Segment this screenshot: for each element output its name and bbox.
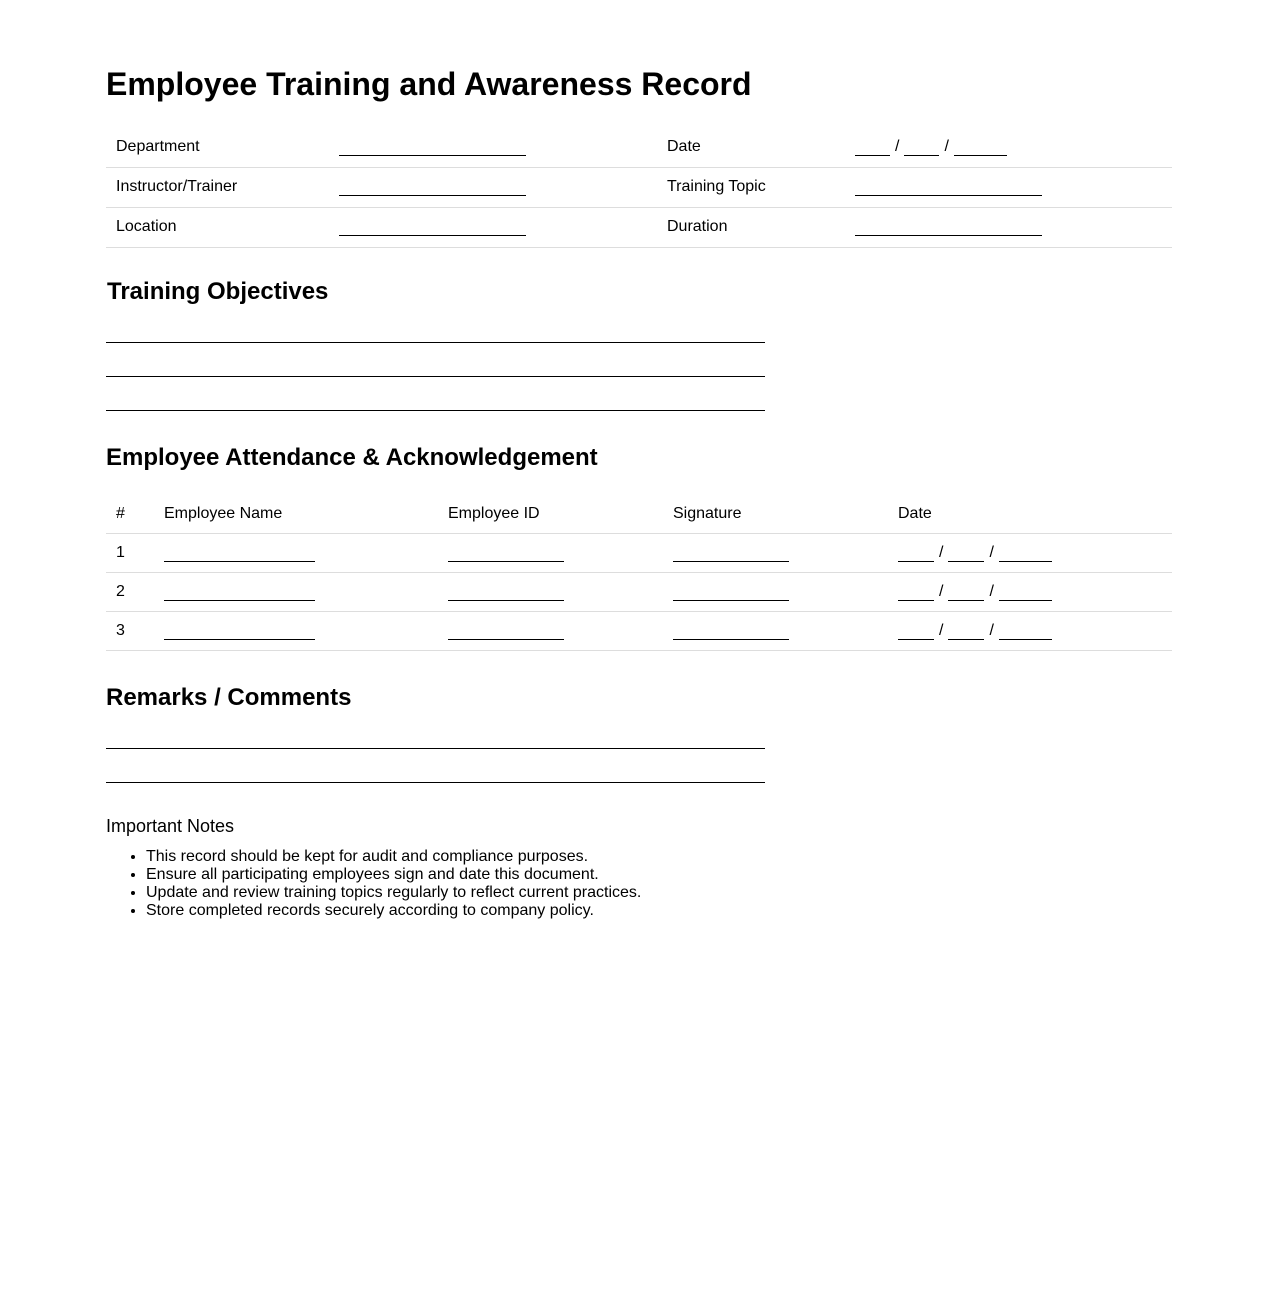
list-item: • Update and review training topics regularly to reflect current practices. <box>146 884 641 902</box>
signature-field[interactable] <box>673 544 789 562</box>
column-header-date: Date <box>898 505 932 522</box>
employee-id-field[interactable] <box>448 544 564 562</box>
duration-field[interactable] <box>855 218 1042 236</box>
column-header-employee-name: Employee Name <box>164 505 283 522</box>
info-row <box>106 208 1172 248</box>
objective-line[interactable] <box>106 410 765 411</box>
date-separator: / <box>989 622 994 639</box>
date-separator: / <box>939 622 944 639</box>
date-day-blank[interactable] <box>898 622 934 640</box>
remarks-heading: Remarks / Comments <box>106 684 352 711</box>
remark-line[interactable] <box>106 782 765 783</box>
employee-name-field[interactable] <box>164 583 315 601</box>
date-month-blank[interactable] <box>948 583 984 601</box>
attendance-heading: Employee Attendance & Acknowledgement <box>106 444 598 471</box>
date-day-blank[interactable] <box>898 583 934 601</box>
date-month-blank[interactable] <box>948 544 984 562</box>
employee-name-field[interactable] <box>164 544 315 562</box>
info-table <box>106 128 1172 248</box>
employee-id-field[interactable] <box>448 583 564 601</box>
notes-list <box>106 848 641 920</box>
objectives-heading: Training Objectives <box>107 278 329 305</box>
date-year-blank[interactable] <box>999 583 1052 601</box>
list-item: • Store completed records securely according to company policy. <box>146 902 641 920</box>
attendance-header-row <box>106 495 1172 534</box>
date-day-blank[interactable] <box>898 544 934 562</box>
notes-title: Important Notes <box>106 816 235 836</box>
objective-line[interactable] <box>106 342 765 343</box>
table-row <box>106 534 1172 573</box>
row-number: 2 <box>116 583 125 600</box>
date-month-blank[interactable] <box>948 622 984 640</box>
column-header-number: # <box>116 505 125 522</box>
employee-name-field[interactable] <box>164 622 315 640</box>
date-separator: / <box>939 544 944 561</box>
employee-id-field[interactable] <box>448 622 564 640</box>
date-separator: / <box>895 138 900 155</box>
date-field[interactable] <box>855 138 1007 156</box>
attendance-table <box>106 495 1172 651</box>
row-number: 1 <box>116 544 125 561</box>
date-separator: / <box>944 138 949 155</box>
date-separator: / <box>989 544 994 561</box>
column-header-signature: Signature <box>673 505 742 522</box>
column-header-employee-id: Employee ID <box>448 505 540 522</box>
table-row <box>106 573 1172 612</box>
date-year-blank[interactable] <box>999 544 1052 562</box>
signature-field[interactable] <box>673 583 789 601</box>
duration-label: Duration <box>667 218 728 235</box>
date-label: Date <box>667 138 701 155</box>
page-title: Employee Training and Awareness Record <box>106 66 752 102</box>
location-field[interactable] <box>339 218 526 236</box>
list-item: • Ensure all participating employees sign and date this document. <box>146 866 641 884</box>
list-item: • This record should be kept for audit and compliance purposes. <box>146 848 641 866</box>
table-row <box>106 612 1172 651</box>
instructor-field[interactable] <box>339 178 526 196</box>
objective-line[interactable] <box>106 376 765 377</box>
training-topic-label: Training Topic <box>667 178 766 195</box>
date-year-blank[interactable] <box>999 622 1052 640</box>
date-separator: / <box>939 583 944 600</box>
department-field[interactable] <box>339 138 526 156</box>
date-year-blank[interactable] <box>954 138 1007 156</box>
date-day-blank[interactable] <box>855 138 890 156</box>
row-number: 3 <box>116 622 125 639</box>
remark-line[interactable] <box>106 748 765 749</box>
department-label: Department <box>116 138 200 155</box>
row-date-field[interactable] <box>898 583 1052 601</box>
row-date-field[interactable] <box>898 622 1052 640</box>
instructor-label: Instructor/Trainer <box>116 178 238 195</box>
training-topic-field[interactable] <box>855 178 1042 196</box>
date-month-blank[interactable] <box>904 138 939 156</box>
info-row <box>106 128 1172 168</box>
info-row <box>106 168 1172 208</box>
signature-field[interactable] <box>673 622 789 640</box>
location-label: Location <box>116 218 177 235</box>
row-date-field[interactable] <box>898 544 1052 562</box>
date-separator: / <box>989 583 994 600</box>
